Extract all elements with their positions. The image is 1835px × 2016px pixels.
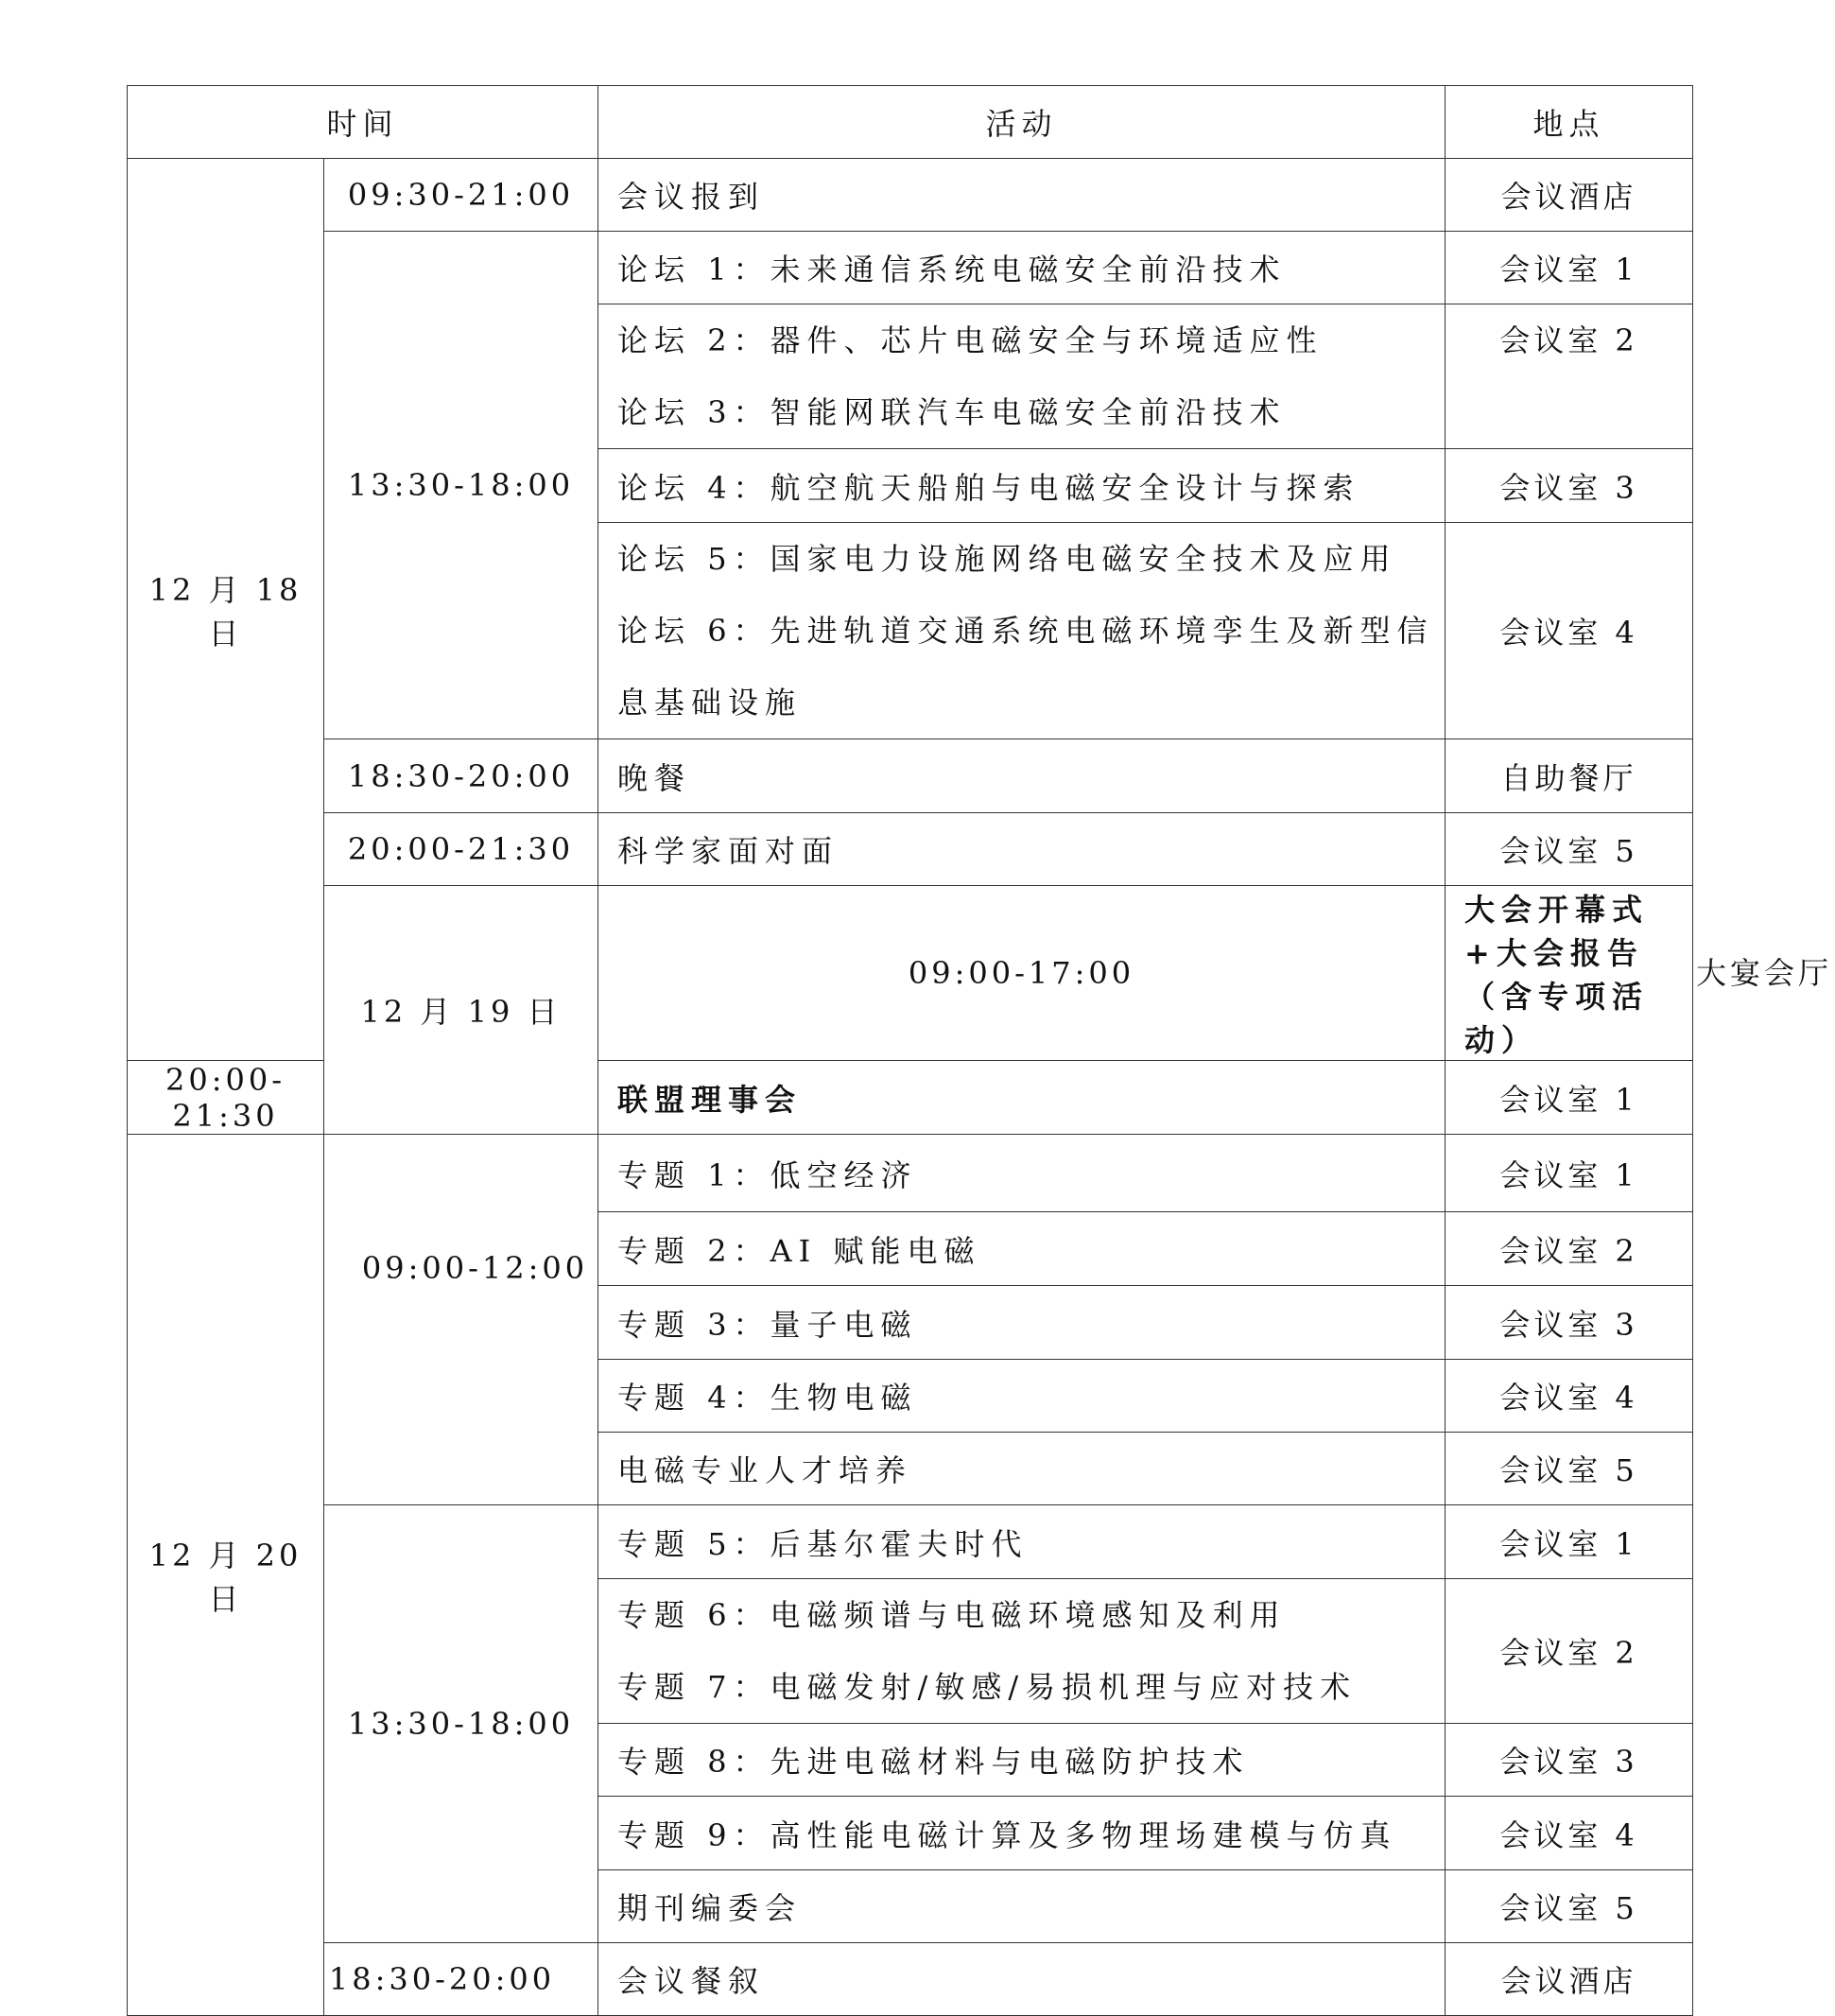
- activity-cell: 专题 8：先进电磁材料与电磁防护技术: [598, 1724, 1445, 1797]
- time-cell: 13:30-18:00: [324, 1505, 598, 1943]
- location-cell: 会议酒店: [1445, 159, 1693, 232]
- activity-cell: 专题 9：高性能电磁计算及多物理场建模与仿真: [598, 1797, 1445, 1870]
- time-cell: 18:30-20:00: [324, 739, 598, 813]
- header-activity: 活动: [598, 86, 1445, 159]
- header-row: [128, 86, 1693, 159]
- location-cell: 会议室 4: [1445, 1360, 1693, 1433]
- date-cell: 12 月 20 日: [128, 1135, 324, 2016]
- location-cell: 会议室 5: [1445, 1433, 1693, 1505]
- activity-line: 专题 7：电磁发射/敏感/易损机理与应对技术: [617, 1669, 1358, 1705]
- table-row: [128, 232, 1693, 304]
- activity-cell: 专题 4：生物电磁: [598, 1360, 1445, 1433]
- location-cell: 会议室 1: [1445, 1135, 1693, 1212]
- activity-line: 论坛 3：智能网联汽车电磁安全前沿技术: [617, 394, 1287, 430]
- activity-cell: 专题 5：后基尔霍夫时代: [598, 1505, 1445, 1579]
- activity-cell: 晚餐: [598, 739, 1445, 813]
- time-cell: 09:00-17:00: [598, 886, 1445, 1061]
- location-cell: 会议室 3: [1445, 1286, 1693, 1360]
- activity-line: 论坛 6：先进轨道交通系统电磁环境孪生及新型信: [617, 613, 1434, 649]
- table-row: [128, 1505, 1693, 1579]
- activity-cell: 专题 2：AI 赋能电磁: [598, 1212, 1445, 1286]
- time-cell: 13:30-18:00: [324, 232, 598, 739]
- location-cell: 自助餐厅: [1445, 739, 1693, 813]
- activity-line: 论坛 5：国家电力设施网络电磁安全技术及应用: [617, 541, 1397, 577]
- time-cell: 09:30-21:00: [324, 159, 598, 232]
- table-row: [128, 813, 1693, 886]
- date-cell: 12 月 19 日: [324, 886, 598, 1135]
- activity-cell: [598, 1579, 1445, 1724]
- location-cell: 会议室 1: [1445, 1061, 1693, 1135]
- activity-cell: 联盟理事会: [598, 1061, 1445, 1135]
- location-cell: 会议室 4: [1445, 523, 1693, 739]
- location-cell: 会议室 3: [1445, 449, 1693, 523]
- activity-cell: 论坛 1：未来通信系统电磁安全前沿技术: [598, 232, 1445, 304]
- location-cell: [1445, 304, 1693, 449]
- activity-cell: 专题 3：量子电磁: [598, 1286, 1445, 1360]
- activity-cell: [598, 304, 1445, 449]
- activity-cell: [598, 523, 1445, 739]
- activity-line: 论坛 2：器件、芯片电磁安全与环境适应性: [617, 322, 1324, 358]
- table-row: [128, 159, 1693, 232]
- table-row: [128, 1943, 1693, 2016]
- table-row: [128, 1135, 1693, 1212]
- table-row: [128, 886, 1693, 1061]
- activity-cell: 会议报到: [598, 159, 1445, 232]
- activity-cell: 期刊编委会: [598, 1870, 1445, 1943]
- activity-cell: 论坛 4：航空航天船舶与电磁安全设计与探索: [598, 449, 1445, 523]
- location-cell: 会议室 2: [1445, 1579, 1693, 1724]
- time-cell: 09:00-12:00: [324, 1135, 598, 1505]
- location-cell: 会议室 5: [1445, 1870, 1693, 1943]
- activity-line: 专题 6：电磁频谱与电磁环境感知及利用: [617, 1597, 1287, 1633]
- time-cell: 20:00-21:30: [324, 813, 598, 886]
- time-cell: 18:30-20:00: [324, 1943, 598, 2016]
- schedule-table: [127, 85, 1833, 2016]
- location-cell: 会议室 1: [1445, 1505, 1693, 1579]
- activity-cell: 科学家面对面: [598, 813, 1445, 886]
- location-text: 会议室 2: [1499, 322, 1638, 358]
- location-cell: 会议室 2: [1445, 1212, 1693, 1286]
- table-row: [128, 739, 1693, 813]
- location-cell: 会议室 1: [1445, 232, 1693, 304]
- location-cell: 会议室 3: [1445, 1724, 1693, 1797]
- header-location: 地点: [1445, 86, 1693, 159]
- activity-cell: 大会开幕式+大会报告（含专项活动）: [1445, 886, 1693, 1061]
- location-text: 大宴会厅: [1696, 955, 1833, 991]
- header-time: 时间: [128, 86, 598, 159]
- activity-line: 息基础设施: [617, 685, 803, 721]
- location-cell: 会议酒店: [1445, 1943, 1693, 2016]
- time-cell: 20:00-21:30: [128, 1061, 324, 1135]
- activity-cell: 专题 1：低空经济: [598, 1135, 1445, 1212]
- activity-cell: 电磁专业人才培养: [598, 1433, 1445, 1505]
- location-cell: 会议室 5: [1445, 813, 1693, 886]
- date-cell: 12 月 18 日: [128, 159, 324, 1061]
- activity-cell: 会议餐叙: [598, 1943, 1445, 2016]
- location-cell: 会议室 4: [1445, 1797, 1693, 1870]
